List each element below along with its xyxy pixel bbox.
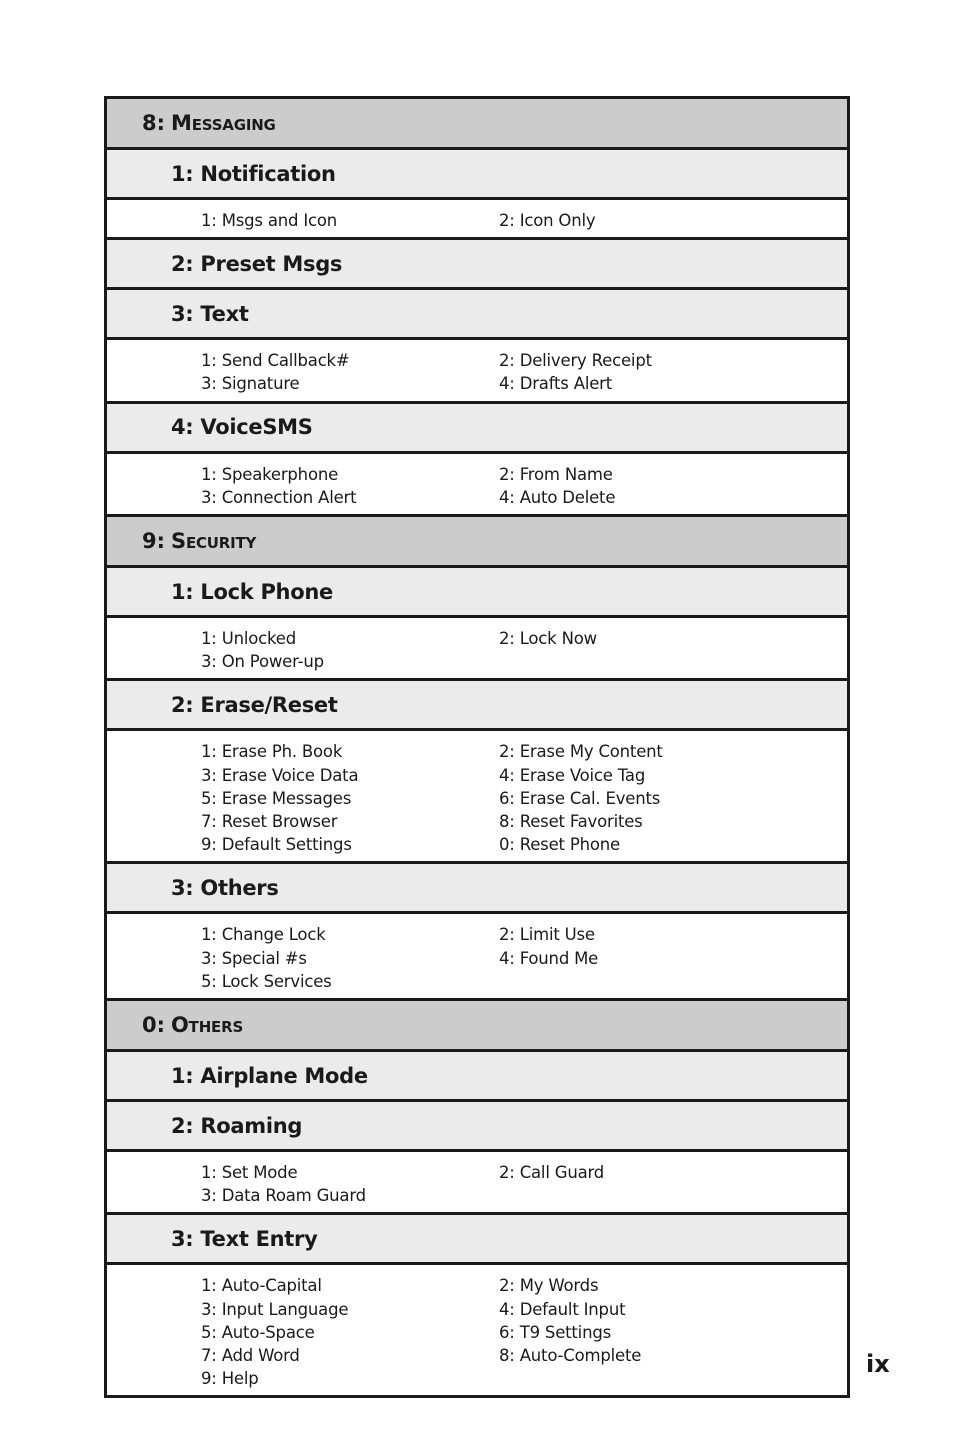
submenu-text-entry: 3: Text Entry	[107, 1215, 847, 1265]
option-item: 6: T9 Settings	[499, 1322, 611, 1342]
submenu-lock-phone: 1: Lock Phone	[107, 568, 847, 618]
option-item: 3: On Power-up	[201, 652, 324, 672]
option-item: 1: Speakerphone	[201, 464, 339, 484]
options-text	[107, 340, 847, 403]
option-item: 4: Found Me	[499, 948, 599, 968]
option-item: 4: Erase Voice Tag	[499, 765, 646, 785]
section-number: 8:	[142, 111, 166, 135]
menu-table	[104, 96, 850, 1398]
option-item: 4: Auto Delete	[499, 487, 616, 507]
option-item: 5: Lock Services	[201, 971, 332, 991]
option-item: 6: Erase Cal. Events	[499, 788, 661, 808]
option-item: 4: Drafts Alert	[499, 374, 613, 394]
option-item: 2: Lock Now	[499, 629, 597, 649]
option-item: 1: Set Mode	[201, 1163, 298, 1183]
submenu-others: 3: Others	[107, 864, 847, 914]
option-item: 2: Erase My Content	[499, 742, 663, 762]
option-item: 1: Change Lock	[201, 925, 326, 945]
option-item: 5: Erase Messages	[201, 788, 352, 808]
submenu-text: 3: Text	[107, 290, 847, 340]
option-item: 1: Erase Ph. Book	[201, 742, 343, 762]
options-notification	[107, 200, 847, 240]
option-item: 5: Auto-Space	[201, 1322, 315, 1342]
section-header-security	[107, 517, 847, 568]
page-number: ix	[866, 1350, 890, 1378]
section-name: Security	[171, 529, 257, 554]
section-number: 0:	[142, 1013, 166, 1038]
options-others	[107, 914, 847, 1001]
section-header-others	[107, 1001, 847, 1052]
submenu-roaming: 2: Roaming	[107, 1102, 847, 1152]
option-item: 1: Send Callback#	[201, 351, 350, 371]
option-item: 0: Reset Phone	[499, 835, 620, 855]
submenu-erase-reset: 2: Erase/Reset	[107, 681, 847, 731]
option-item: 2: My Words	[499, 1276, 599, 1296]
options-roaming	[107, 1152, 847, 1215]
section-number: 9:	[142, 529, 166, 554]
option-item: 8: Auto-Complete	[499, 1346, 642, 1366]
options-lock-phone	[107, 618, 847, 681]
section-header-messaging	[107, 99, 847, 150]
option-item: 2: Limit Use	[499, 925, 595, 945]
option-item: 9: Default Settings	[201, 835, 352, 855]
options-voicesms	[107, 454, 847, 517]
submenu-airplane-mode: 1: Airplane Mode	[107, 1052, 847, 1102]
option-item: 2: From Name	[499, 464, 613, 484]
option-item: 7: Reset Browser	[201, 812, 338, 832]
submenu-preset-msgs: 2: Preset Msgs	[107, 240, 847, 290]
option-item: 8: Reset Favorites	[499, 812, 643, 832]
option-item: 3: Data Roam Guard	[201, 1186, 366, 1206]
option-item: 3: Connection Alert	[201, 487, 357, 507]
options-text-entry	[107, 1265, 847, 1395]
section-name: Others	[171, 1013, 244, 1038]
option-item: 1: Msgs and Icon	[201, 211, 338, 230]
section-name: Messaging	[171, 111, 276, 135]
submenu-voicesms: 4: VoiceSMS	[107, 404, 847, 454]
option-item: 1: Auto-Capital	[201, 1276, 322, 1296]
option-item: 2: Call Guard	[499, 1163, 605, 1183]
option-item: 3: Special #s	[201, 948, 307, 968]
option-item: 9: Help	[201, 1369, 259, 1389]
submenu-notification: 1: Notification	[107, 150, 847, 200]
option-item: 7: Add Word	[201, 1346, 300, 1366]
option-item: 4: Default Input	[499, 1299, 626, 1319]
option-item: 1: Unlocked	[201, 629, 296, 649]
option-item: 3: Signature	[201, 374, 300, 394]
option-item: 2: Icon Only	[499, 211, 596, 230]
options-erase-reset	[107, 731, 847, 864]
option-item: 3: Erase Voice Data	[201, 765, 359, 785]
option-item: 2: Delivery Receipt	[499, 351, 652, 371]
option-item: 3: Input Language	[201, 1299, 349, 1319]
